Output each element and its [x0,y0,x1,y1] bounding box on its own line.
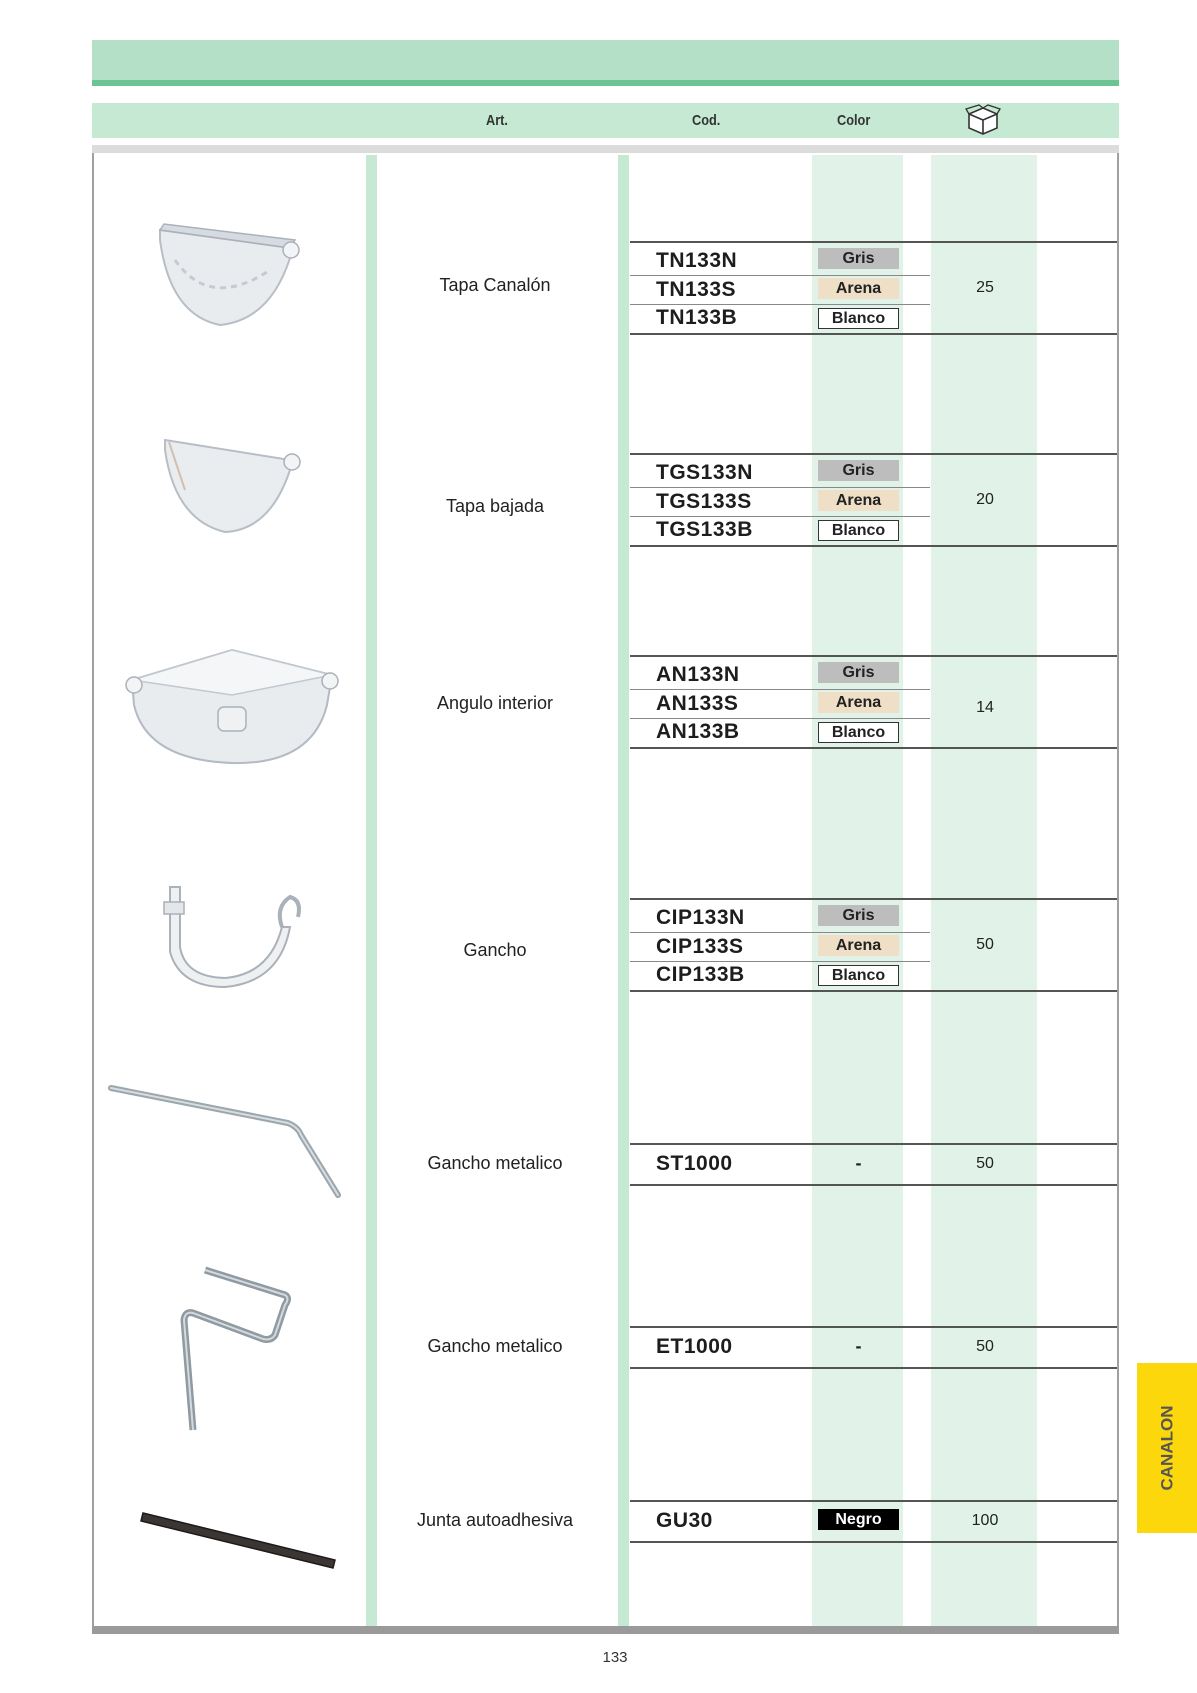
color-swatch-blanco: Blanco [818,308,899,329]
row-rule [630,453,1117,455]
color-none: - [855,1336,862,1356]
product-name: Gancho [463,940,527,960]
table-top-rule [92,145,1119,153]
box-quantity: 20 [976,491,994,508]
product-name: Gancho metalico [427,1336,563,1356]
row-rule [630,1541,1117,1543]
product-image-gancho-metalico-st [108,1083,343,1203]
color-swatch-blanco: Blanco [818,965,899,986]
color-swatch-blanco: Blanco [818,722,899,743]
product-code: TN133B [656,306,738,329]
product-code: GU30 [656,1509,713,1532]
sub-rule [630,487,930,488]
product-name: Tapa Canalón [439,275,551,295]
product-code: ET1000 [656,1335,733,1358]
product-image-tapa-canalon [150,220,305,330]
product-name: Angulo interior [436,693,554,713]
product-image-junta-autoadhesiva [140,1505,340,1575]
row-rule [630,333,1117,335]
color-swatch-arena: Arena [818,278,899,299]
row-rule [630,545,1117,547]
top-banner [92,40,1119,86]
color-swatch-arena: Arena [818,692,899,713]
color-none: - [855,1153,862,1173]
product-code: AN133N [656,663,740,686]
table-bottom-rule [92,1626,1119,1634]
row-rule [630,655,1117,657]
product-code: TGS133B [656,518,753,541]
product-name: Tapa bajada [445,496,545,516]
color-swatch-arena: Arena [818,935,899,956]
header-color: Color [837,112,871,129]
divider-stripe [618,155,629,1627]
row-rule [630,1326,1117,1328]
color-swatch-gris: Gris [818,460,899,481]
box-quantity: 25 [976,279,994,296]
product-code: AN133B [656,720,740,743]
product-code: CIP133B [656,963,745,986]
product-code: TGS133N [656,461,753,484]
product-code: AN133S [656,692,739,715]
row-rule [630,898,1117,900]
product-name: Junta autoadhesiva [416,1510,574,1530]
sub-rule [630,961,930,962]
section-tab-label: CANALON [1157,1405,1176,1491]
row-rule [630,1500,1117,1502]
product-image-gancho [150,882,310,992]
product-code: CIP133N [656,906,745,929]
color-column-stripe [812,155,903,1627]
color-swatch-negro: Negro [818,1509,899,1530]
qty-column-stripe [931,155,1037,1627]
product-code: TGS133S [656,490,752,513]
product-code: TN133S [656,278,737,301]
sub-rule [630,718,930,719]
header-cod: Cod. [692,112,721,129]
row-rule [630,747,1117,749]
product-image-tapa-bajada [155,430,305,535]
box-icon [965,104,1001,136]
row-rule [630,241,1117,243]
color-swatch-blanco: Blanco [818,520,899,541]
box-quantity: 50 [976,936,994,953]
color-swatch-arena: Arena [818,490,899,511]
sub-rule [630,304,930,305]
box-quantity: 50 [976,1155,994,1172]
header-art: Art. [486,112,508,129]
product-code: CIP133S [656,935,744,958]
sub-rule [630,689,930,690]
product-code: TN133N [656,249,738,272]
color-swatch-gris: Gris [818,905,899,926]
product-image-angulo-interior [122,645,342,770]
color-swatch-gris: Gris [818,248,899,269]
row-rule [630,1367,1117,1369]
sub-rule [630,516,930,517]
divider-stripe [366,155,377,1627]
box-quantity: 14 [976,699,994,716]
section-tab-label-wrap [1137,1363,1197,1533]
row-rule [630,1184,1117,1186]
product-name: Gancho metalico [427,1153,563,1173]
row-rule [630,1143,1117,1145]
product-code: ST1000 [656,1152,733,1175]
box-quantity: 50 [976,1338,994,1355]
color-swatch-gris: Gris [818,662,899,683]
product-image-gancho-metalico-et [175,1265,295,1435]
box-quantity: 100 [971,1512,999,1529]
sub-rule [630,275,930,276]
page-number: 133 [602,1649,628,1666]
row-rule [630,990,1117,992]
sub-rule [630,932,930,933]
